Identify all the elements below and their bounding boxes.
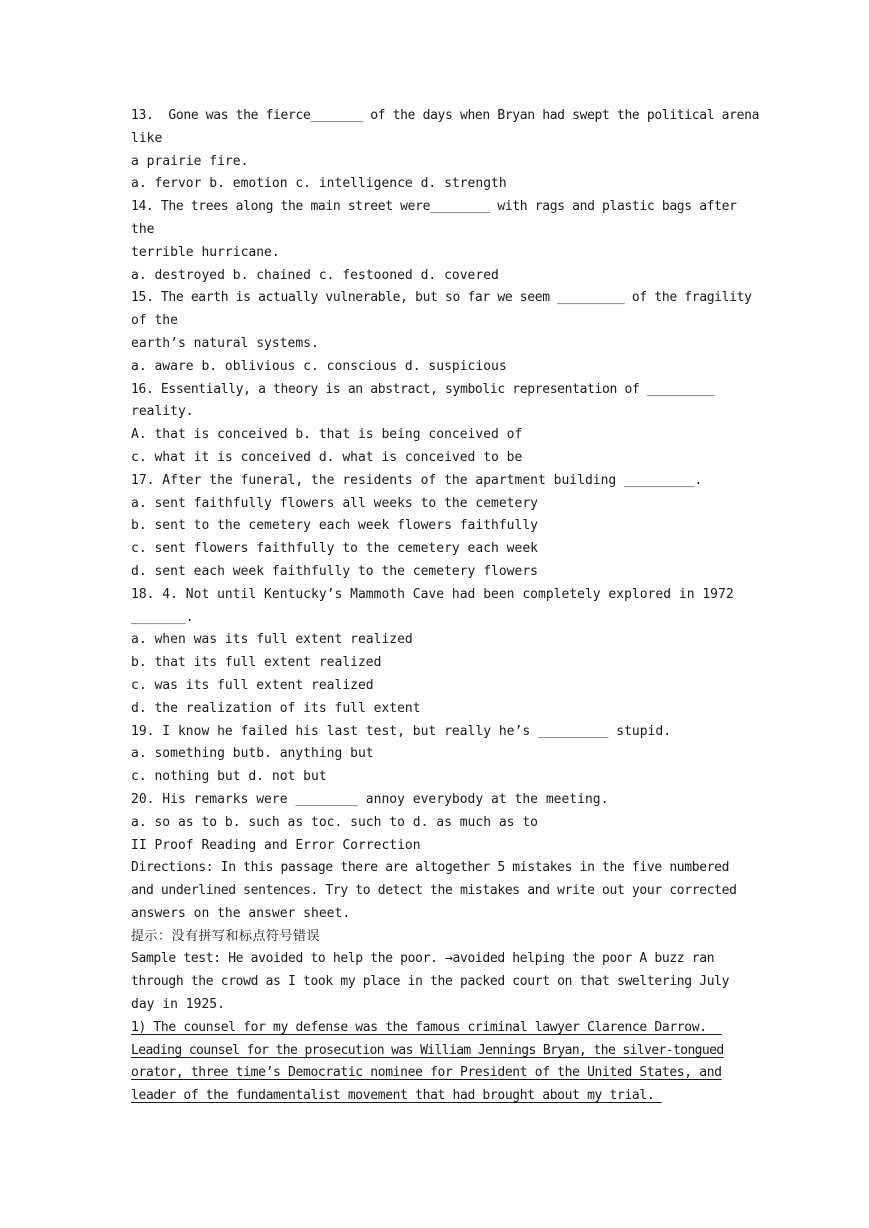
underlined-passage-line: 1) The counsel for my defense was the famous criminal lawyer Clarence Darrow. (131, 1019, 722, 1035)
question-text: the (131, 221, 155, 237)
question-13 (131, 105, 760, 196)
answer-options: A. that is conceived b. that is being conceived of (131, 427, 523, 443)
section-proof-reading (131, 835, 737, 1109)
answer-option: a. sent faithfully flowers all weeks to the cemetery (131, 495, 538, 511)
answer-option: b. that its full extent realized (131, 655, 382, 671)
answer-options: a. destroyed b. chained c. festooned d. covered (131, 267, 499, 283)
sample-text: through the crowd as I took my place in the packed court on that sweltering July (131, 974, 730, 990)
question-text: 19. I know he failed his last test, but really he’s _________ stupid. (131, 723, 672, 739)
question-19 (131, 721, 737, 789)
sample-text: Sample test: He avoided to help the poor. →avoided helping the poor A buzz ran (131, 951, 715, 967)
answer-option: c. was its full extent realized (131, 677, 374, 693)
answer-option: c. sent flowers faithfully to the cemetery each week (131, 541, 538, 557)
question-text: like (131, 130, 163, 146)
question-20 (131, 789, 737, 835)
question-15 (131, 287, 752, 378)
hint-text: 提示：没有拼写和标点符号错误 (131, 928, 321, 944)
answer-options: a. so as to b. such as toc. such to d. as much as to (131, 814, 538, 830)
answer-option: d. sent each week faithfully to the cemetery flowers (131, 563, 538, 579)
answer-options: c. what it is conceived d. what is conceived to be (131, 449, 523, 465)
answer-options: c. nothing but d. not but (131, 769, 327, 785)
directions-text: and underlined sentences. Try to detect the mistakes and write out your corrected (131, 883, 737, 899)
question-text: 20. His remarks were ________ annoy everybody at the meeting. (131, 791, 609, 807)
question-text: reality. (131, 404, 194, 420)
question-text: 13. Gone was the fierce_______ of the days when Bryan had swept the political arena (131, 108, 760, 123)
answer-options: a. something butb. anything but (131, 746, 374, 762)
question-text: 15. The earth is actually vulnerable, but so far we seem _________ of the fragility (131, 290, 752, 306)
directions-text: Directions: In this passage there are altogether 5 mistakes in the five numbered (131, 860, 730, 876)
underlined-passage-line: Leading counsel for the prosecution was William Jennings Bryan, the silver-tongued (131, 1042, 724, 1058)
question-text: _______. (131, 609, 194, 625)
document-page (131, 105, 760, 1108)
question-text: 16. Essentially, a theory is an abstract, symbolic representation of _________ (131, 381, 715, 397)
question-18 (131, 584, 737, 721)
question-17 (131, 470, 737, 584)
sample-text: day in 1925. (131, 997, 225, 1013)
answer-options: a. fervor b. emotion c. intelligence d. strength (131, 176, 507, 192)
section-heading: II Proof Reading and Error Correction (131, 837, 421, 853)
question-text: 18. 4. Not until Kentucky’s Mammoth Cave had been completely explored in 1972 (131, 586, 734, 602)
answer-option: d. the realization of its full extent (131, 700, 421, 716)
question-text: 14. The trees along the main street were________ with rags and plastic bags after (131, 199, 737, 215)
question-16 (131, 379, 737, 470)
question-14 (131, 196, 737, 287)
question-text: earth’s natural systems. (131, 335, 319, 351)
answer-option: a. when was its full extent realized (131, 632, 413, 648)
directions-text: answers on the answer sheet. (131, 905, 351, 921)
answer-options: a. aware b. oblivious c. conscious d. suspicious (131, 358, 507, 374)
answer-option: b. sent to the cemetery each week flowers faithfully (131, 518, 538, 534)
question-text: a prairie fire. (131, 153, 249, 169)
question-text: terrible hurricane. (131, 244, 280, 260)
underlined-passage-line: orator, three time’s Democratic nominee for President of the United States, and (131, 1065, 722, 1081)
question-text: of the (131, 313, 178, 329)
underlined-passage-line: leader of the fundamentalist movement that had brought about my trial. (131, 1088, 662, 1104)
question-text: 17. After the funeral, the residents of the apartment building _________. (131, 472, 703, 488)
